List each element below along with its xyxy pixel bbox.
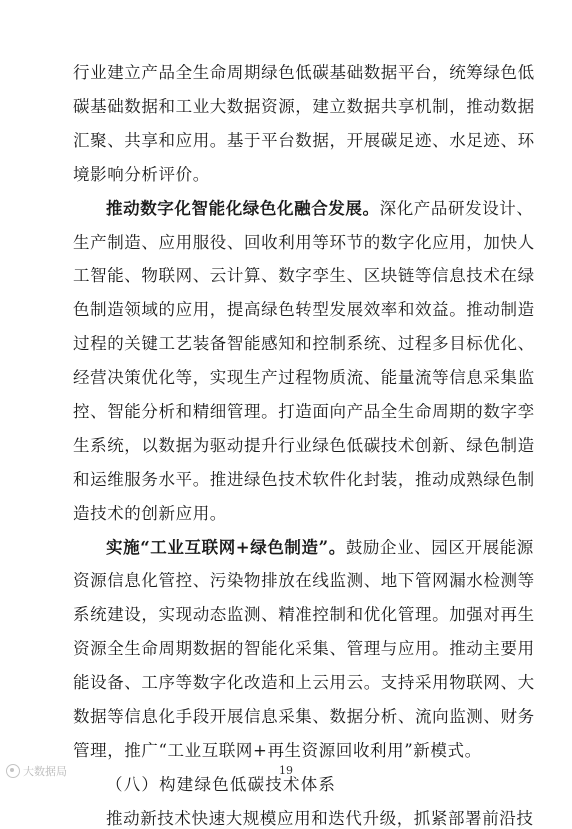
text-line: 色制造领域的应用，提高绿色转型发展效率和效益。推动制造 xyxy=(73,300,535,319)
paragraph-lead: 推动数字化智能化绿色化融合发展。 xyxy=(106,199,380,218)
watermark-logo-icon xyxy=(6,764,20,778)
text-line: 境影响分析评价。 xyxy=(73,165,210,184)
text-line: 和运维服务水平。推进绿色技术软件化封装，推动成熟绿色制 xyxy=(73,470,535,489)
paragraph-first-line xyxy=(106,538,534,558)
text-line: 造技术的创新应用。 xyxy=(73,504,227,523)
text-line: 生产制造、应用服役、回收利用等环节的数字化应用，加快人 xyxy=(73,233,535,252)
text-line: 汇聚、共享和应用。基于平台数据，开展碳足迹、水足迹、环 xyxy=(73,131,535,150)
text-line: 碳基础数据和工业大数据资源，建立数据共享机制，推动数据 xyxy=(73,97,535,116)
text-line: 行业建立产品全生命周期绿色低碳基础数据平台，统筹绿色低 xyxy=(73,63,535,82)
text-run: 鼓励企业、园区开展能源 xyxy=(345,538,534,557)
page-number: 19 xyxy=(279,764,293,777)
text-line: 过程的关键工艺装备智能感知和控制系统、过程多目标优化、 xyxy=(73,334,535,353)
paragraph-lead: 实施“工业互联网+绿色制造”。 xyxy=(106,538,346,557)
watermark-text: 大数据局 xyxy=(23,765,67,778)
text-line: 数据等信息化手段开展信息采集、数据分析、流向监测、财务 xyxy=(73,707,535,726)
paragraph-first-line: 推动新技术快速大规模应用和迭代升级，抓紧部署前沿技 xyxy=(106,809,534,828)
text-line: 管理，推广“工业互联网+再生资源回收利用”新模式。 xyxy=(73,741,482,760)
paragraph-first-line xyxy=(106,199,534,219)
text-line: 生系统，以数据为驱动提升行业绿色低碳技术创新、绿色制造 xyxy=(73,436,535,455)
text-line: 控、智能分析和精细管理。打造面向产品全生命周期的数字孪 xyxy=(73,402,535,421)
text-line: 能设备、工序等数字化改造和上云用云。支持采用物联网、大 xyxy=(73,673,535,692)
text-line: 经营决策优化等，实现生产过程物质流、能量流等信息采集监 xyxy=(73,368,535,387)
text-line: 工智能、物联网、云计算、数字孪生、区块链等信息技术在绿 xyxy=(73,266,535,285)
text-line: 资源全生命周期数据的智能化采集、管理与应用。推动主要用 xyxy=(73,639,535,658)
text-run: 深化产品研发设计、 xyxy=(379,199,534,218)
section-heading: （八）构建绿色低碳技术体系 xyxy=(106,775,337,794)
text-line: 系统建设，实现动态监测、精准控制和优化管理。加强对再生 xyxy=(73,605,535,624)
watermark xyxy=(6,763,67,779)
text-line: 资源信息化管控、污染物排放在线监测、地下管网漏水检测等 xyxy=(73,571,535,590)
